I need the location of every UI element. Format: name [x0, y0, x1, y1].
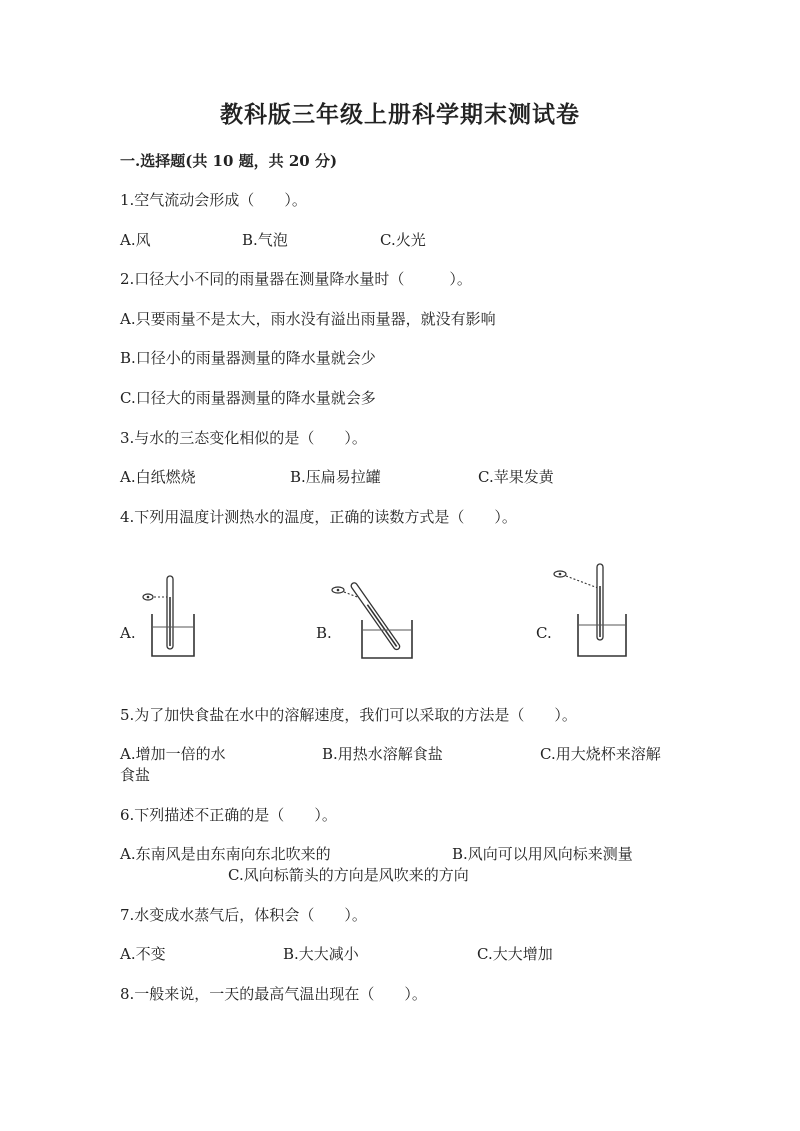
question-2-option-a: A.只要雨量不是太大，雨水没有溢出雨量器，就没有影响 — [120, 310, 496, 328]
section-heading: 一.选择题(共 10 题，共 20 分) — [120, 152, 338, 170]
page-title: 教科版三年级上册科学期末测试卷 — [220, 101, 580, 128]
question-4-option-a: A. — [120, 624, 136, 642]
question-6-option-a: A.东南风是由东南向东北吹来的 — [120, 845, 331, 863]
question-5-stem: 5.为了加快食盐在水中的溶解速度，我们可以采取的方法是（ ）。 — [120, 706, 577, 724]
question-4-stem: 4.下列用温度计测热水的温度，正确的读数方式是（ ）。 — [120, 508, 517, 526]
question-3-option-b: B.压扁易拉罐 — [290, 468, 381, 486]
question-6-stem: 6.下列描述不正确的是（ ）。 — [120, 806, 337, 824]
question-3-option-c: C.苹果发黄 — [478, 468, 554, 486]
question-4-option-c: C. — [536, 624, 552, 642]
question-3-option-a: A.白纸燃烧 — [120, 468, 196, 486]
question-2-option-c: C.口径大的雨量器测量的降水量就会多 — [120, 389, 376, 407]
question-5-option-b: B.用热水溶解食盐 — [322, 745, 443, 763]
question-7-stem: 7.水变成水蒸气后，体积会（ ）。 — [120, 906, 367, 924]
question-1-option-c: C.火光 — [380, 231, 426, 249]
question-5-option-a-continued: 食盐 — [120, 766, 151, 784]
question-6-option-b: B.风向可以用风向标来测量 — [452, 845, 633, 863]
thermometer-figure-a — [136, 570, 206, 662]
thermometer-figure-c — [552, 562, 632, 660]
question-2-stem: 2.口径大小不同的雨量器在测量降水量时（ ）。 — [120, 270, 472, 288]
question-8-stem: 8.一般来说，一天的最高气温出现在（ ）。 — [120, 985, 427, 1003]
question-1-stem: 1.空气流动会形成（ ）。 — [120, 191, 307, 209]
question-3-stem: 3.与水的三态变化相似的是（ ）。 — [120, 429, 367, 447]
question-4-option-b: B. — [316, 624, 332, 642]
question-5-option-a: A.增加一倍的水 — [120, 745, 226, 763]
question-2-option-b: B.口径小的雨量器测量的降水量就会少 — [120, 349, 376, 367]
question-1-option-b: B.气泡 — [242, 231, 288, 249]
thermometer-figure-b — [326, 572, 416, 664]
question-7-option-b: B.大大减小 — [283, 945, 359, 963]
question-7-option-c: C.大大增加 — [477, 945, 553, 963]
question-7-option-a: A.不变 — [120, 945, 166, 963]
question-1-option-a: A.风 — [120, 231, 151, 249]
question-5-option-c: C.用大烧杯来溶解 — [540, 745, 661, 763]
question-6-option-c: C.风向标箭头的方向是风吹来的方向 — [228, 866, 469, 884]
